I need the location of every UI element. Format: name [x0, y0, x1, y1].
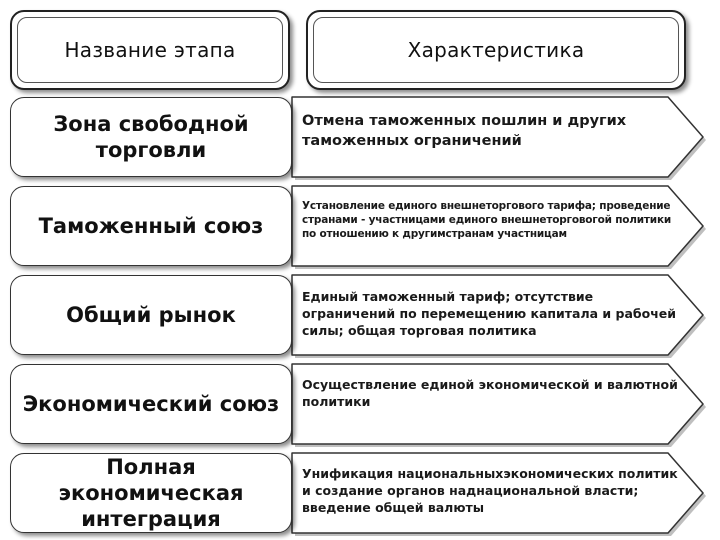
description-economic-union: Осуществление единой экономической и валютной политики	[302, 377, 678, 409]
stage-column-header	[10, 10, 290, 90]
stage-box-free-trade-zone: Зона свободной торговли	[10, 97, 292, 177]
characteristic-column-header	[306, 10, 686, 90]
stage-column-header-label: Название этапа	[17, 17, 283, 83]
description-common-market: Единый таможенный тариф; отсутствие ограничений по перемещению капитала и рабочей силы; общая торговая политика	[302, 289, 677, 338]
description-customs-union: Установление единого внешнеторгового тарифа; проведение странами - участницами единого внешнеторговогой политики по отношению к другимстранам участницам	[302, 200, 672, 240]
stage-box-common-market: Общий рынок	[10, 275, 292, 355]
stage-box-economic-union: Экономический союз	[10, 364, 292, 444]
characteristic-column-header-label: Характеристика	[313, 17, 679, 83]
description-full-economic-integration: Унификация национальныхэкономических политик и создание органов наднациональной власти; введение общей валюты	[302, 466, 678, 515]
stage-box-customs-union: Таможенный союз	[10, 186, 292, 266]
stage-box-full-economic-integration: Полная экономическая интеграция	[10, 453, 292, 533]
description-free-trade-zone: Отмена таможенных пошлин и других таможенных ограничений	[302, 113, 627, 149]
